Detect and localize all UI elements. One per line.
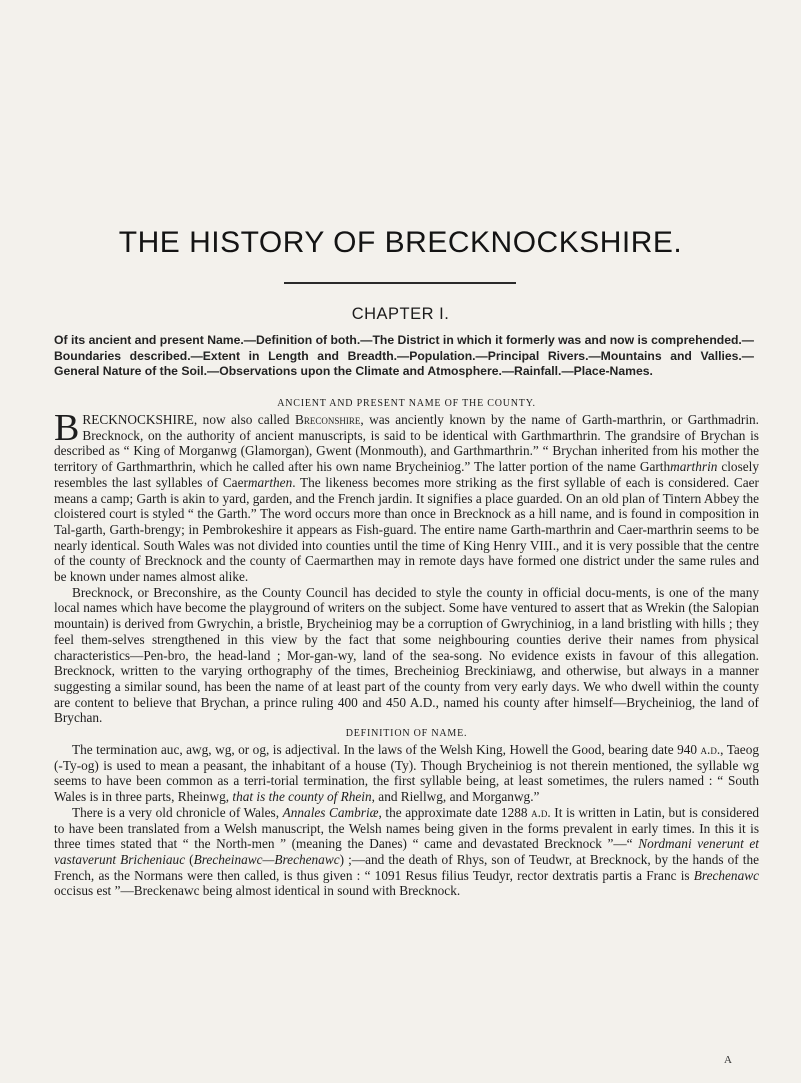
drop-cap: B: [54, 407, 80, 449]
book-title: THE HISTORY OF BRECKNOCKSHIRE.: [118, 226, 683, 259]
section-heading-ancient-name: ANCIENT AND PRESENT NAME OF THE COUNTY.: [277, 398, 536, 409]
body-text: [54, 398, 759, 899]
chapter-heading: CHAPTER I.: [351, 305, 450, 323]
paragraph-4: There is a very old chronicle of Wales, Annales Cambriæ, the approximate date 1288 a.d. It is written in Latin, but is considered to have been translated from a Welsh manuscript, the Welsh names being given in the forms prevalent in early times. In this it is three times stated that “ the North-men ” (meaning the Danes) “ came and devastated Brecknock ”—“ Nordmani venerunt et vastaverunt Bricheniauc (Brecheinawc—Brechenawc) ;—and the death of Rhys, son of Teudwr, at Brecknock, by the hands of the French, as the Normans were then called, is thus given : “ 1091 Resus filius Teudyr, rector dextratis partis a Franc is Brechenawc occisus est ”—Breckenawc being almost identical in sound with Brecknock.: [54, 804, 760, 899]
title-rule: [284, 282, 516, 284]
paragraph-1: BRECKNOCKSHIRE, now also called Breconshire, was anciently known by the name of Garth-marthrin, or Garthmadrin. Brecknock, on the authority of ancient manuscripts, is said to be identical with Garthmarthrin. The grandsire of Brychan is described as “ King of Morganwg (Glamorgan), Gwent (Monmouth), and Garthmarthrin.” “ Brychan inherited from his mother the territory of Garthmarthrin, which he called after his own name Brycheiniog.” The latter portion of the name Garthmarthrin closely resembles the last syllables of Caermarthen. The likeness becomes more striking as the first syllable of each is considered. Caer means a camp; Garth is akin to yard, garden, and the French jardin. It signifies a place guarded. On an old plan of Tintern Abbey the cloistered court is styled “ the Garth.” The word occurs more than once in Brecknock as a hill name, and is found in composition in Tal-garth, Garth-brengy; in Pembrokeshire it appears as Fish-guard. The entire name Garth-marthrin and Caer-marthrin seems to be nearly identical. South Wales was not divided into counties until the time of King Henry VIII., and it is very possible that the centre of the county of Brecknock and the county of Caermarthen may in remote days have formed one district under the same rules and be known under names almost alike.: [54, 407, 760, 585]
chapter-synopsis: Of its ancient and present Name.—Definition of both.—The District in which it formerly was and now is comprehended.—Boundaries described.—Extent in Length and Breadth.—Population.—Principal Rivers.—Mountains and Vallies.—General Nature of the Soil.—Observations upon the Climate and Atmosphere.—Rainfall.—Place-Names.: [54, 333, 754, 379]
paragraph-2: Brecknock, or Breconshire, as the County Council has decided to style the county in official docu-ments, is one of the many local names which have become the playground of writers on the subject. Some have ventured to assert that as Wrekin (the Salopian mountain) is derived from Gwrychin, a bristle, Brycheiniog may be a corruption of Gwrychiniog, in a land bristling with hills ; they feel them-selves strengthened in this view by the fact that some neighbouring counties derive their names from physical characteristics—Pen-bro, the head-land ; Mor-gan-wy, land of the sea-song. No evidence exists in favour of this allegation. Brecknock, written to the varying orthography of the times, Brecheiniog Breckiniawg, and otherwise, but always in a manner suggesting a similar sound, has been the name of at least part of the county from very early days. We who dwell within the county are content to believe that Brychan, a prince ruling 400 and 450 A.D., named his county after himself—Brycheiniog, the land of Brychan.: [54, 584, 759, 726]
paragraph-3: The termination auc, awg, wg, or og, is adjectival. In the laws of the Welsh King, Howell the Good, bearing date 940 a.d., Taeog (-Ty-og) is used to mean a peasant, the inhabitant of a house (Ty). Though Brycheiniog is not therein mentioned, the syllable wg seems to have been common as a terri-torial termination, the first syllable being, at least sometimes, the rulers named : “ South Wales is in three parts, Rheinwg, that is the county of Rhein, and Riellwg, and Morganwg.”: [54, 742, 760, 805]
section-heading-definition: DEFINITION OF NAME.: [345, 728, 468, 740]
signature-mark: A: [724, 1054, 732, 1066]
